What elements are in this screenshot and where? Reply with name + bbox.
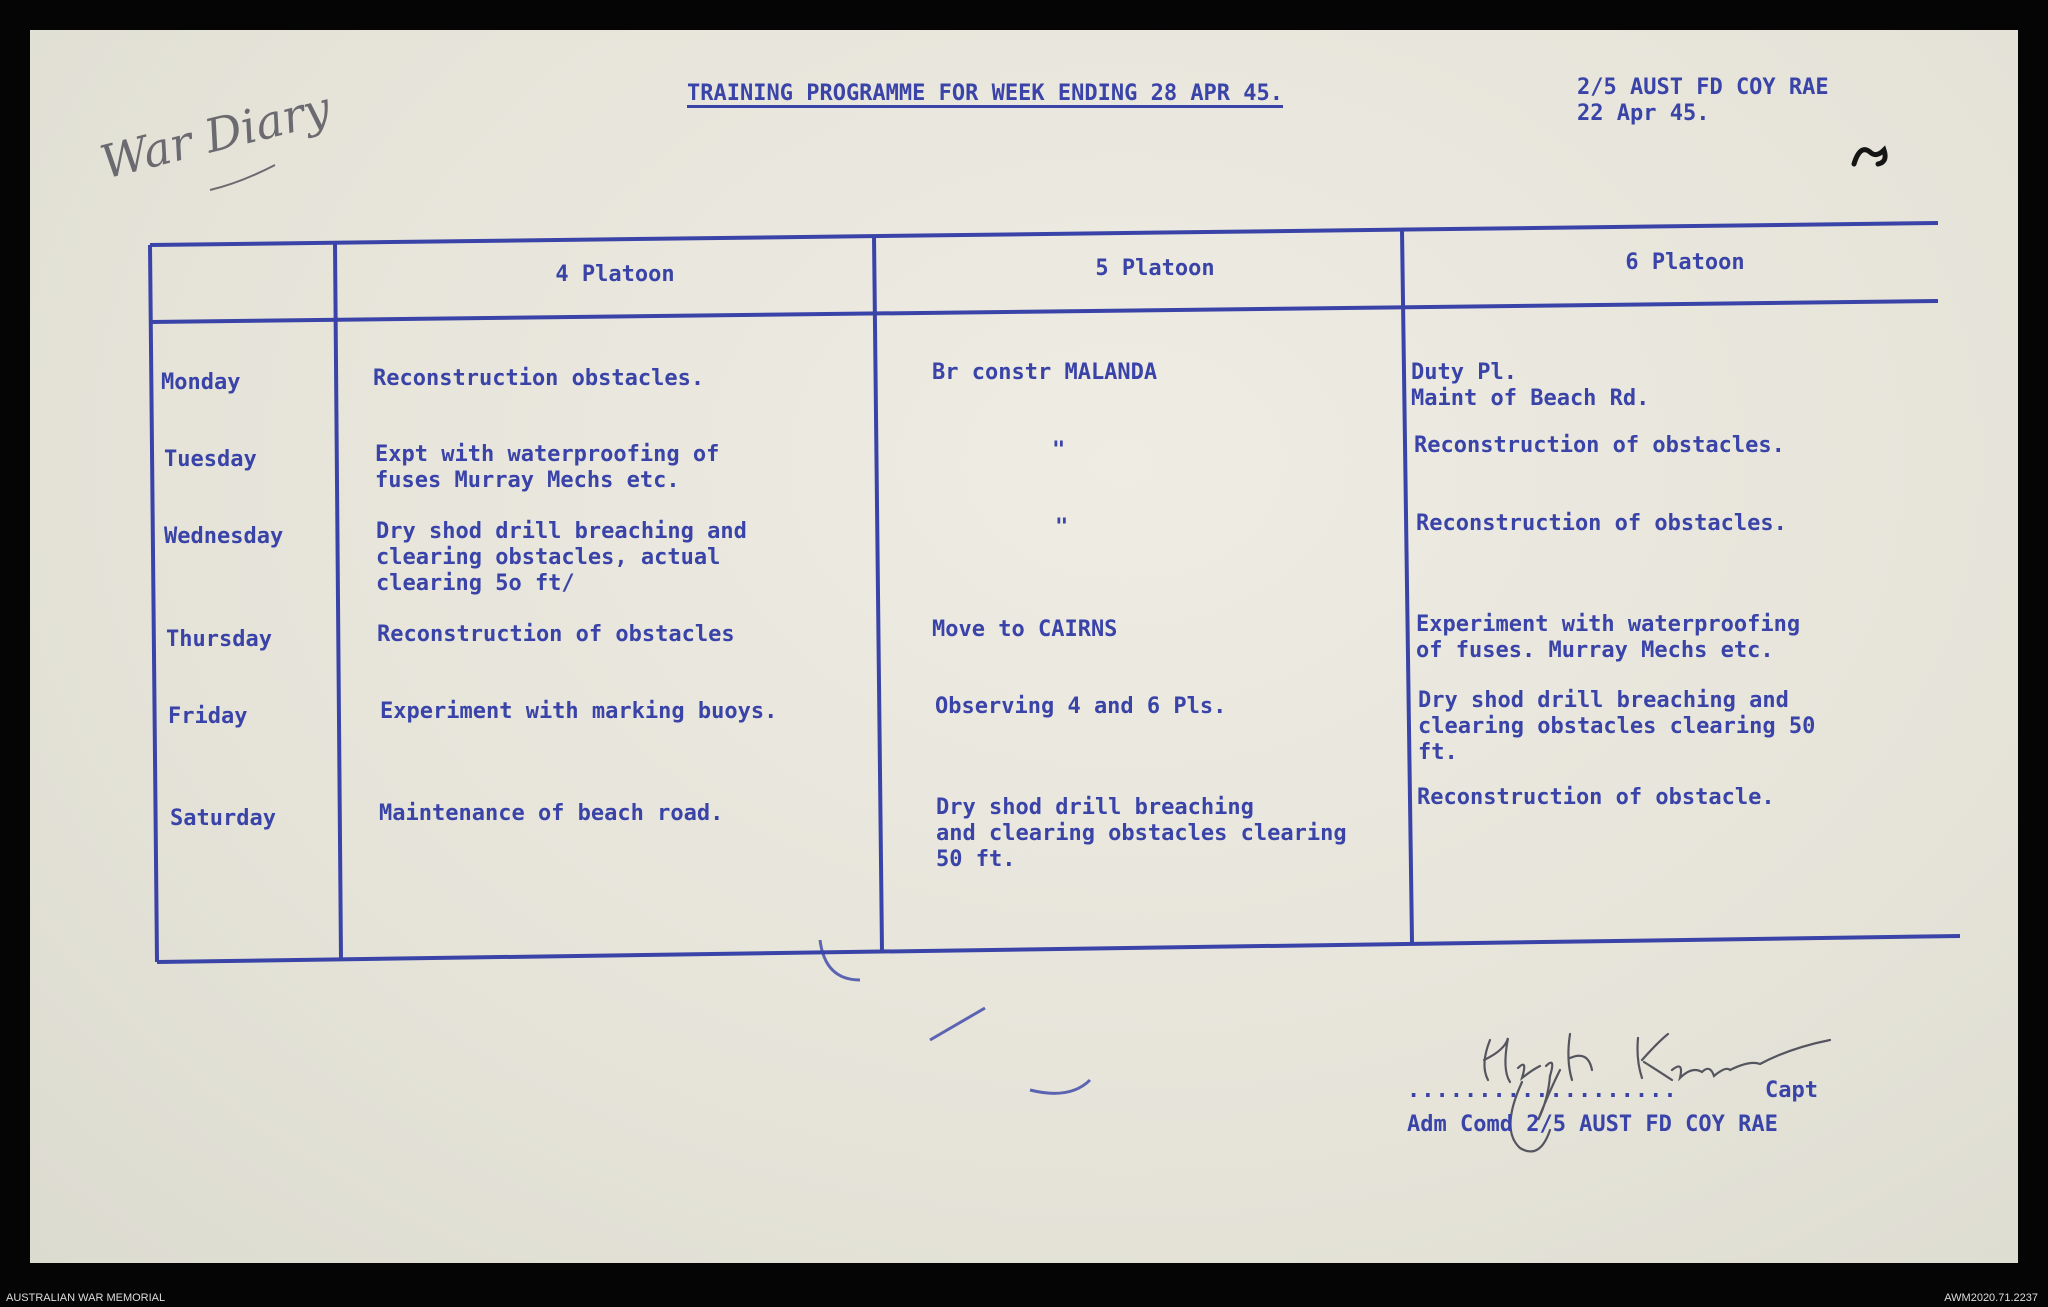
column-header-6-platoon: 6 Platoon: [1625, 250, 1745, 275]
cell-thursday-4pl: Reconstruction of obstacles: [377, 622, 735, 647]
document-page: [30, 30, 2018, 1263]
cell-saturday-4pl: Maintenance of beach road.: [379, 801, 724, 826]
cell-wednesday-4pl: Dry shod drill breaching and clearing obstacles, actual clearing 5o ft/: [376, 519, 747, 596]
day-tuesday: Tuesday: [164, 447, 257, 472]
cell-friday-4pl: Experiment with marking buoys.: [380, 699, 778, 724]
document-title: TRAINING PROGRAMME FOR WEEK ENDING 28 APR 45.: [687, 81, 1284, 106]
cell-tuesday-6pl: Reconstruction of obstacles.: [1414, 433, 1785, 458]
signature-rank: Capt: [1765, 1078, 1818, 1103]
handwritten-signature: [1410, 1020, 1910, 1200]
column-header-5-platoon: 5 Platoon: [1095, 256, 1215, 281]
day-saturday: Saturday: [170, 806, 276, 831]
cell-thursday-5pl: Move to CAIRNS: [932, 617, 1118, 642]
cell-friday-6pl: Dry shod drill breaching and clearing obstacles clearing 50 ft.: [1418, 688, 1816, 765]
column-header-4-platoon: 4 Platoon: [555, 262, 675, 287]
cell-thursday-6pl: Experiment with waterproofing of fuses. Murray Mechs etc.: [1416, 612, 1801, 663]
day-wednesday: Wednesday: [164, 524, 284, 549]
unit-name: 2/5 AUST FD COY RAE: [1577, 75, 1829, 100]
cell-tuesday-5pl: ": [1052, 438, 1066, 463]
footer-accession-number: AWM2020.71.2237: [1944, 1292, 2038, 1304]
document-date: 22 Apr 45.: [1577, 101, 1710, 126]
cell-wednesday-5pl: ": [1055, 515, 1069, 540]
signature-title: Adm Comd 2/5 AUST FD COY RAE: [1407, 1112, 1778, 1137]
cell-monday-5pl: Br constr MALANDA: [932, 360, 1158, 385]
day-thursday: Thursday: [166, 627, 272, 652]
day-monday: Monday: [161, 370, 241, 395]
cell-tuesday-4pl: Expt with waterproofing of fuses Murray Mechs etc.: [375, 442, 720, 493]
cell-saturday-6pl: Reconstruction of obstacle.: [1417, 785, 1775, 810]
cell-monday-4pl: Reconstruction obstacles.: [373, 366, 705, 391]
cell-friday-5pl: Observing 4 and 6 Pls.: [935, 694, 1227, 719]
svg-text:War Diary: War Diary: [94, 80, 336, 190]
signature-line: ...................: [1407, 1078, 1678, 1103]
footer-archive-name: AUSTRALIAN WAR MEMORIAL: [6, 1292, 166, 1304]
day-friday: Friday: [168, 704, 248, 729]
cell-monday-6pl: Duty Pl. Maint of Beach Rd.: [1411, 360, 1650, 411]
cell-wednesday-6pl: Reconstruction of obstacles.: [1416, 511, 1787, 536]
cell-saturday-5pl: Dry shod drill breaching and clearing obstacles clearing 50 ft.: [936, 795, 1347, 872]
